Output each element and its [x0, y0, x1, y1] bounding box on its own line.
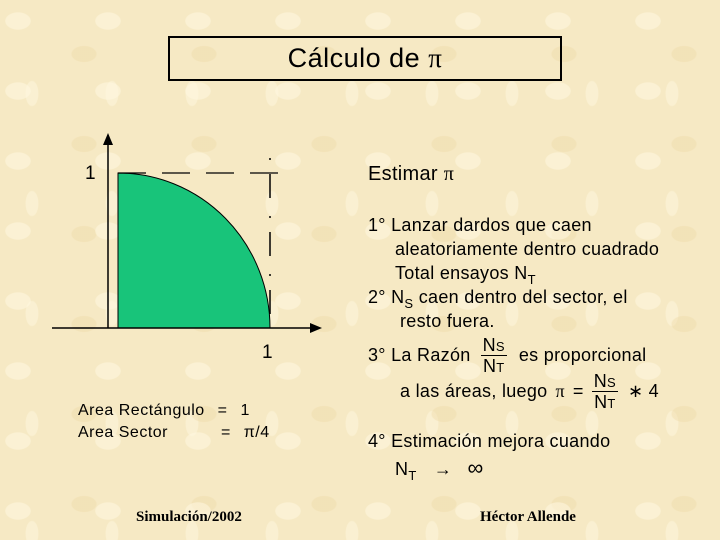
ratio-num-sub: S [495, 339, 505, 354]
pi-num-sub: S [607, 375, 616, 390]
step4-line2 [395, 455, 483, 481]
step1-line1: 1° Lanzar dardos que caen [368, 215, 592, 235]
step4-sub: T [408, 468, 417, 483]
step1-line2: aleatoriamente dentro cuadrado [395, 239, 660, 259]
area-sector-label: Area Sector [78, 424, 168, 441]
y-axis-label: 1 [85, 163, 97, 184]
title-pi-symbol: π [428, 43, 443, 73]
pi-den-sub: T [607, 396, 616, 411]
step1-line3-text: Total ensayos N [395, 263, 528, 283]
area-sector-line [78, 424, 270, 442]
area-rect-value: 1 [240, 402, 250, 419]
ratio-den-n: N [482, 356, 497, 376]
ratio-den-sub: T [496, 360, 505, 375]
footer-left: Simulación/2002 [136, 509, 242, 525]
pi-fraction [592, 372, 618, 411]
pi-denominator [594, 392, 616, 411]
ratio-num-n: N [482, 335, 496, 355]
step4-n: N [395, 459, 409, 479]
step3-line2-text: a las áreas, luego [400, 381, 548, 401]
step1-line3 [395, 263, 536, 287]
step4-arrow-icon: → [433, 459, 453, 479]
step3-line1 [368, 336, 646, 375]
step3-equals: = [572, 381, 584, 401]
footer-right: Héctor Allende [480, 509, 576, 525]
x-axis-arrow-icon [310, 323, 322, 333]
estimate-heading-text: Estimar [368, 163, 438, 185]
step3-line2 [400, 372, 659, 411]
area-sector-eq: = [220, 424, 231, 441]
ratio-numerator [481, 336, 507, 356]
step4-line1: 4° Estimación mejora cuando [368, 431, 611, 451]
step3-text-b: es proporcional [518, 345, 647, 365]
step3-times-four: ∗ 4 [628, 381, 659, 401]
x-axis-label: 1 [262, 342, 274, 363]
pi-den-n: N [594, 392, 608, 412]
y-axis-arrow-icon [103, 133, 113, 145]
step3-text-a: 3° La Razón [368, 345, 471, 365]
pi-numerator [592, 372, 618, 392]
step2-text-a: 2° N [368, 287, 405, 307]
title-text: Cálculo de [287, 43, 421, 73]
estimate-pi-symbol: π [443, 163, 455, 185]
circle-sector [118, 173, 270, 328]
pi-num-n: N [593, 371, 608, 391]
step2-sub: S [404, 296, 414, 311]
ratio-fraction [481, 336, 507, 375]
area-rect-eq: = [217, 402, 228, 419]
step2-line1 [368, 287, 628, 311]
area-sector-value: π/4 [243, 424, 270, 441]
estimate-heading [368, 163, 454, 186]
step2-line2: resto fuera. [400, 311, 495, 331]
step4-infinity-symbol: ∞ [467, 455, 484, 480]
step1-line3-sub: T [527, 272, 536, 287]
step2-text-b: caen dentro del sector, el [413, 287, 628, 307]
step3-pi-symbol: π [555, 381, 565, 401]
area-rect-label: Area Rectángulo [78, 402, 205, 419]
area-rect-line [78, 402, 250, 420]
